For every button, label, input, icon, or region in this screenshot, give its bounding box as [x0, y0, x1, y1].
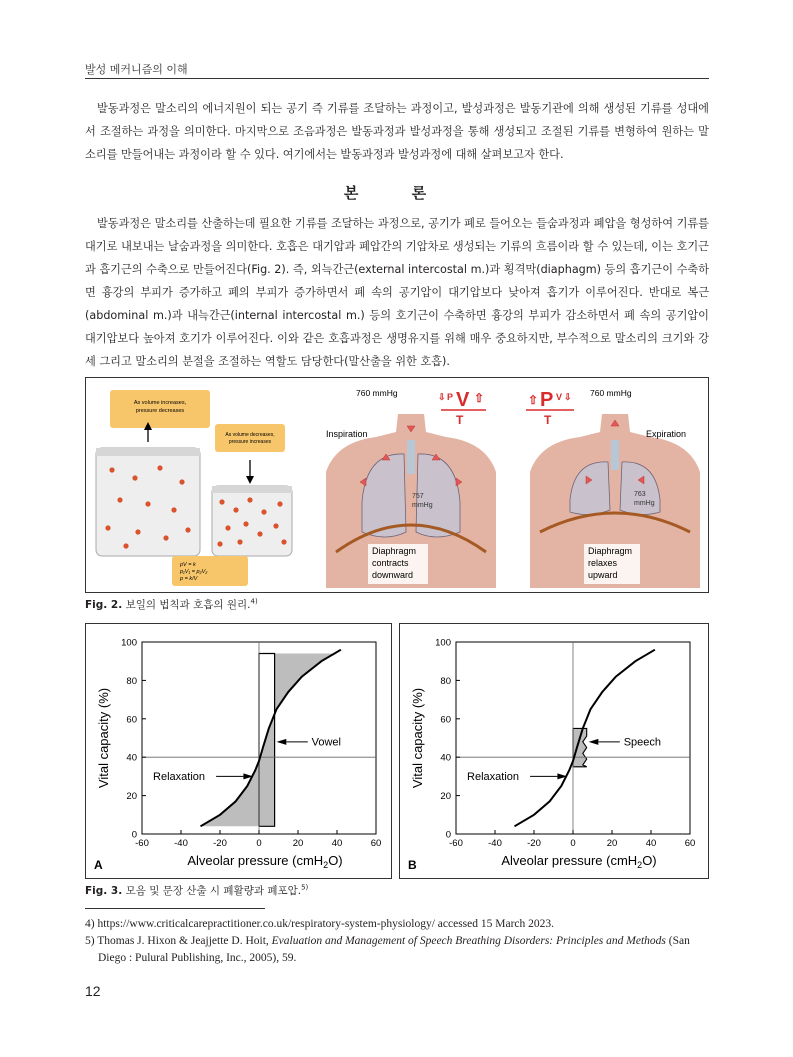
y-axis-label: Vital capacity (%): [410, 687, 425, 789]
y-tick-label: 0: [131, 829, 137, 841]
svg-text:⇧: ⇧: [528, 393, 539, 407]
y-axis-label: Vital capacity (%): [96, 687, 111, 789]
formula-1: pV = k: [180, 562, 196, 568]
fig3-panel-a: [85, 623, 392, 879]
formula-V-left: V: [456, 389, 470, 411]
fig2-caption-text: 보일의 법칙과 호흡의 원리.: [125, 599, 251, 611]
diaphragm-left-line3: downward: [372, 570, 414, 580]
second-annotation: Speech: [623, 736, 662, 749]
increase-label-1: As volume increases,: [133, 400, 187, 406]
atm-pressure-left: 760 mmHg: [356, 388, 398, 398]
fig3-panel-b: [399, 623, 709, 879]
formula-P-right: P: [540, 389, 554, 411]
x-tick-label: -40: [174, 838, 188, 849]
x-tick-label: -60: [135, 838, 149, 849]
fig2-caption-label: Fig. 2.: [85, 599, 123, 611]
second-arrowhead: [589, 739, 599, 745]
formula-T-left: T: [456, 413, 464, 427]
intro-paragraph: 발동과정은 말소리의 에너지원이 되는 공기 즉 기류를 조달하는 과정이고, 발성과정은 발동기관에 의해 생성된 기류를 성대에서 조절하는 과정을 의미한다. 마지막으로 조음과정은 발동과정과 발성과정을 통해 생성되고 조절된 기류를 변형하여 원하는 말소리를 만들어내는 과정이라 할 수 있다. 여기에서는 발동과정과 발성과정에 대해 살펴보고자 한다.: [85, 102, 709, 161]
footnote-5-title: Evaluation and Management of Speech Breathing Disorders: Principles and Methods: [271, 935, 666, 947]
formula-P-left: P: [447, 392, 454, 402]
formula-2: p₁V₁ = p₂V₂: [180, 569, 208, 575]
running-head: 발성 메커니즘의 이해: [85, 63, 188, 76]
y-tick-label: 60: [440, 714, 451, 726]
panel-label: B: [408, 858, 417, 872]
fig3-caption-text: 모음 및 문장 산출 시 폐활량과 폐포압.: [125, 885, 302, 897]
y-tick-label: 20: [126, 791, 137, 803]
trachea-right: [611, 440, 619, 470]
y-tick-label: 100: [121, 637, 137, 649]
diaphragm-left-line2: contracts: [372, 558, 409, 568]
lung-pressure-left-unit: mmHg: [412, 502, 433, 509]
x-tick-label: 60: [684, 838, 696, 849]
second-annotation: Vowel: [311, 736, 342, 749]
x-tick-label: 0: [256, 838, 262, 849]
lung-pressure-left-value: 757: [412, 493, 424, 500]
fig2-caption-ref: 4): [250, 597, 258, 606]
fig3-caption-label: Fig. 3.: [85, 885, 123, 897]
atm-pressure-right: 760 mmHg: [590, 388, 632, 398]
y-tick-label: 80: [126, 675, 137, 687]
diaphragm-right-line2: relaxes: [588, 558, 618, 568]
svg-text:⇧: ⇧: [474, 391, 485, 405]
diaphragm-left-line1: Diaphragm: [372, 546, 417, 556]
y-tick-label: 60: [126, 714, 137, 726]
page-number: 12: [85, 983, 101, 999]
header-rule: [85, 78, 709, 79]
y-tick-label: 80: [440, 675, 451, 687]
trachea-left: [407, 440, 415, 474]
boyle-law-diagram: [90, 382, 310, 588]
svg-text:⇩: ⇩: [564, 392, 572, 402]
panel-label: A: [94, 858, 103, 872]
x-tick-label: 40: [331, 838, 343, 849]
fig3-caption-ref: 5): [301, 883, 309, 892]
speech-shaded-area: [573, 728, 587, 766]
cylinder-small: [212, 486, 292, 556]
y-tick-label: 40: [126, 752, 137, 764]
footnote-5-place: (San: [665, 935, 690, 947]
x-tick-label: -20: [527, 838, 541, 849]
x-axis-label: Alveolar pressure (cmH$_2$O): [501, 853, 657, 870]
second-arrowhead: [277, 739, 287, 745]
decrease-label-box: [215, 424, 285, 452]
y-tick-label: 40: [440, 752, 451, 764]
x-tick-label: -20: [213, 838, 227, 849]
x-tick-label: 20: [606, 838, 618, 849]
fig2-frame: [85, 377, 709, 593]
fig2-caption: [85, 597, 258, 612]
relaxation-annotation: Relaxation: [153, 770, 206, 783]
footnote-4: 4) https://www.criticalcarepractitioner.co.uk/respiratory-system-physiology/ accessed 15 March 2023.: [85, 918, 555, 930]
y-tick-label: 0: [445, 829, 451, 841]
footnote-5-authors: 5) Thomas J. Hixon & Jeajjette D. Hoit,: [85, 935, 272, 947]
formula-V-right: V: [556, 392, 563, 402]
breathing-diagram: [316, 382, 704, 588]
fig3-caption: [85, 883, 308, 898]
x-tick-label: -40: [488, 838, 502, 849]
x-tick-label: 0: [570, 838, 576, 849]
lung-pressure-right-value: 763: [634, 491, 646, 498]
expiration-label: Expiration: [646, 429, 687, 439]
x-tick-label: 20: [292, 838, 304, 849]
x-tick-label: -60: [449, 838, 463, 849]
fig3-chart-a: [86, 624, 391, 878]
diaphragm-right-line1: Diaphragm: [588, 546, 633, 556]
inspiration-label: Inspiration: [326, 429, 368, 439]
x-axis-label: Alveolar pressure (cmH$_2$O): [187, 853, 343, 870]
lung-pressure-right-unit: mmHg: [634, 500, 655, 507]
y-tick-label: 100: [435, 637, 451, 649]
fig3-chart-b: [400, 624, 708, 878]
section-title: 본 론: [343, 184, 451, 202]
formula-3: p = k/V: [180, 576, 198, 582]
svg-text:⇩: ⇩: [438, 392, 446, 402]
decrease-label-1: As volume decreases,: [225, 432, 275, 438]
body-paragraph: 발동과정은 말소리를 산출하는데 필요한 기류를 조달하는 과정으로, 공기가 폐로 들어오는 들숨과정과 폐압을 형성하여 기류를 대기로 내보내는 날숨과정을 의미한다. 호흡은 대기압과 폐압간의 기압차로 생성되는 기류의 흐름이라 할 수 있는데, 이는 호기근과 흡기근의 수축으로 만들어진다(Fig. 2). 즉, 외늑간근(external intercostal m.)과 횡격막(diaphagm) 등의 흡기근이 수축하면 흉강의 부피가 증가하고 폐의 부피가 증가하면서 폐 속의 공기압이 대기압보다 낮아져 흡기가 이루어진다. 반대로 복근(abdominal m.)과 내늑간근(internal intercostal m.) 등의 호기근이 수축하면 흉강의 부피가 감소하면서 폐 속의 공기압이 대기압보다 높아져 호기가 이루어진다. 이와 같은 호흡과정은 생명유지를 위해 매우 중요하지만, 부수적으로 말소리의 크기와 강세 그리고 말소리의 분절을 조절하는 역할도 담당한다(말산출을 위한 호흡).: [85, 217, 709, 368]
x-tick-label: 60: [370, 838, 382, 849]
footnote-rule: [85, 908, 265, 909]
footnote-5-publisher: Diego : Pulural Publishing, Inc., 2005), 59.: [98, 952, 297, 964]
relaxation-annotation: Relaxation: [467, 770, 520, 783]
increase-label-2: pressure decreases: [135, 408, 185, 414]
y-tick-label: 20: [440, 791, 451, 803]
diaphragm-right-line3: upward: [588, 570, 618, 580]
x-tick-label: 40: [645, 838, 657, 849]
footnote-5: [85, 933, 709, 967]
formula-T-right: T: [544, 413, 552, 427]
decrease-label-2: pressure increases: [228, 439, 272, 445]
